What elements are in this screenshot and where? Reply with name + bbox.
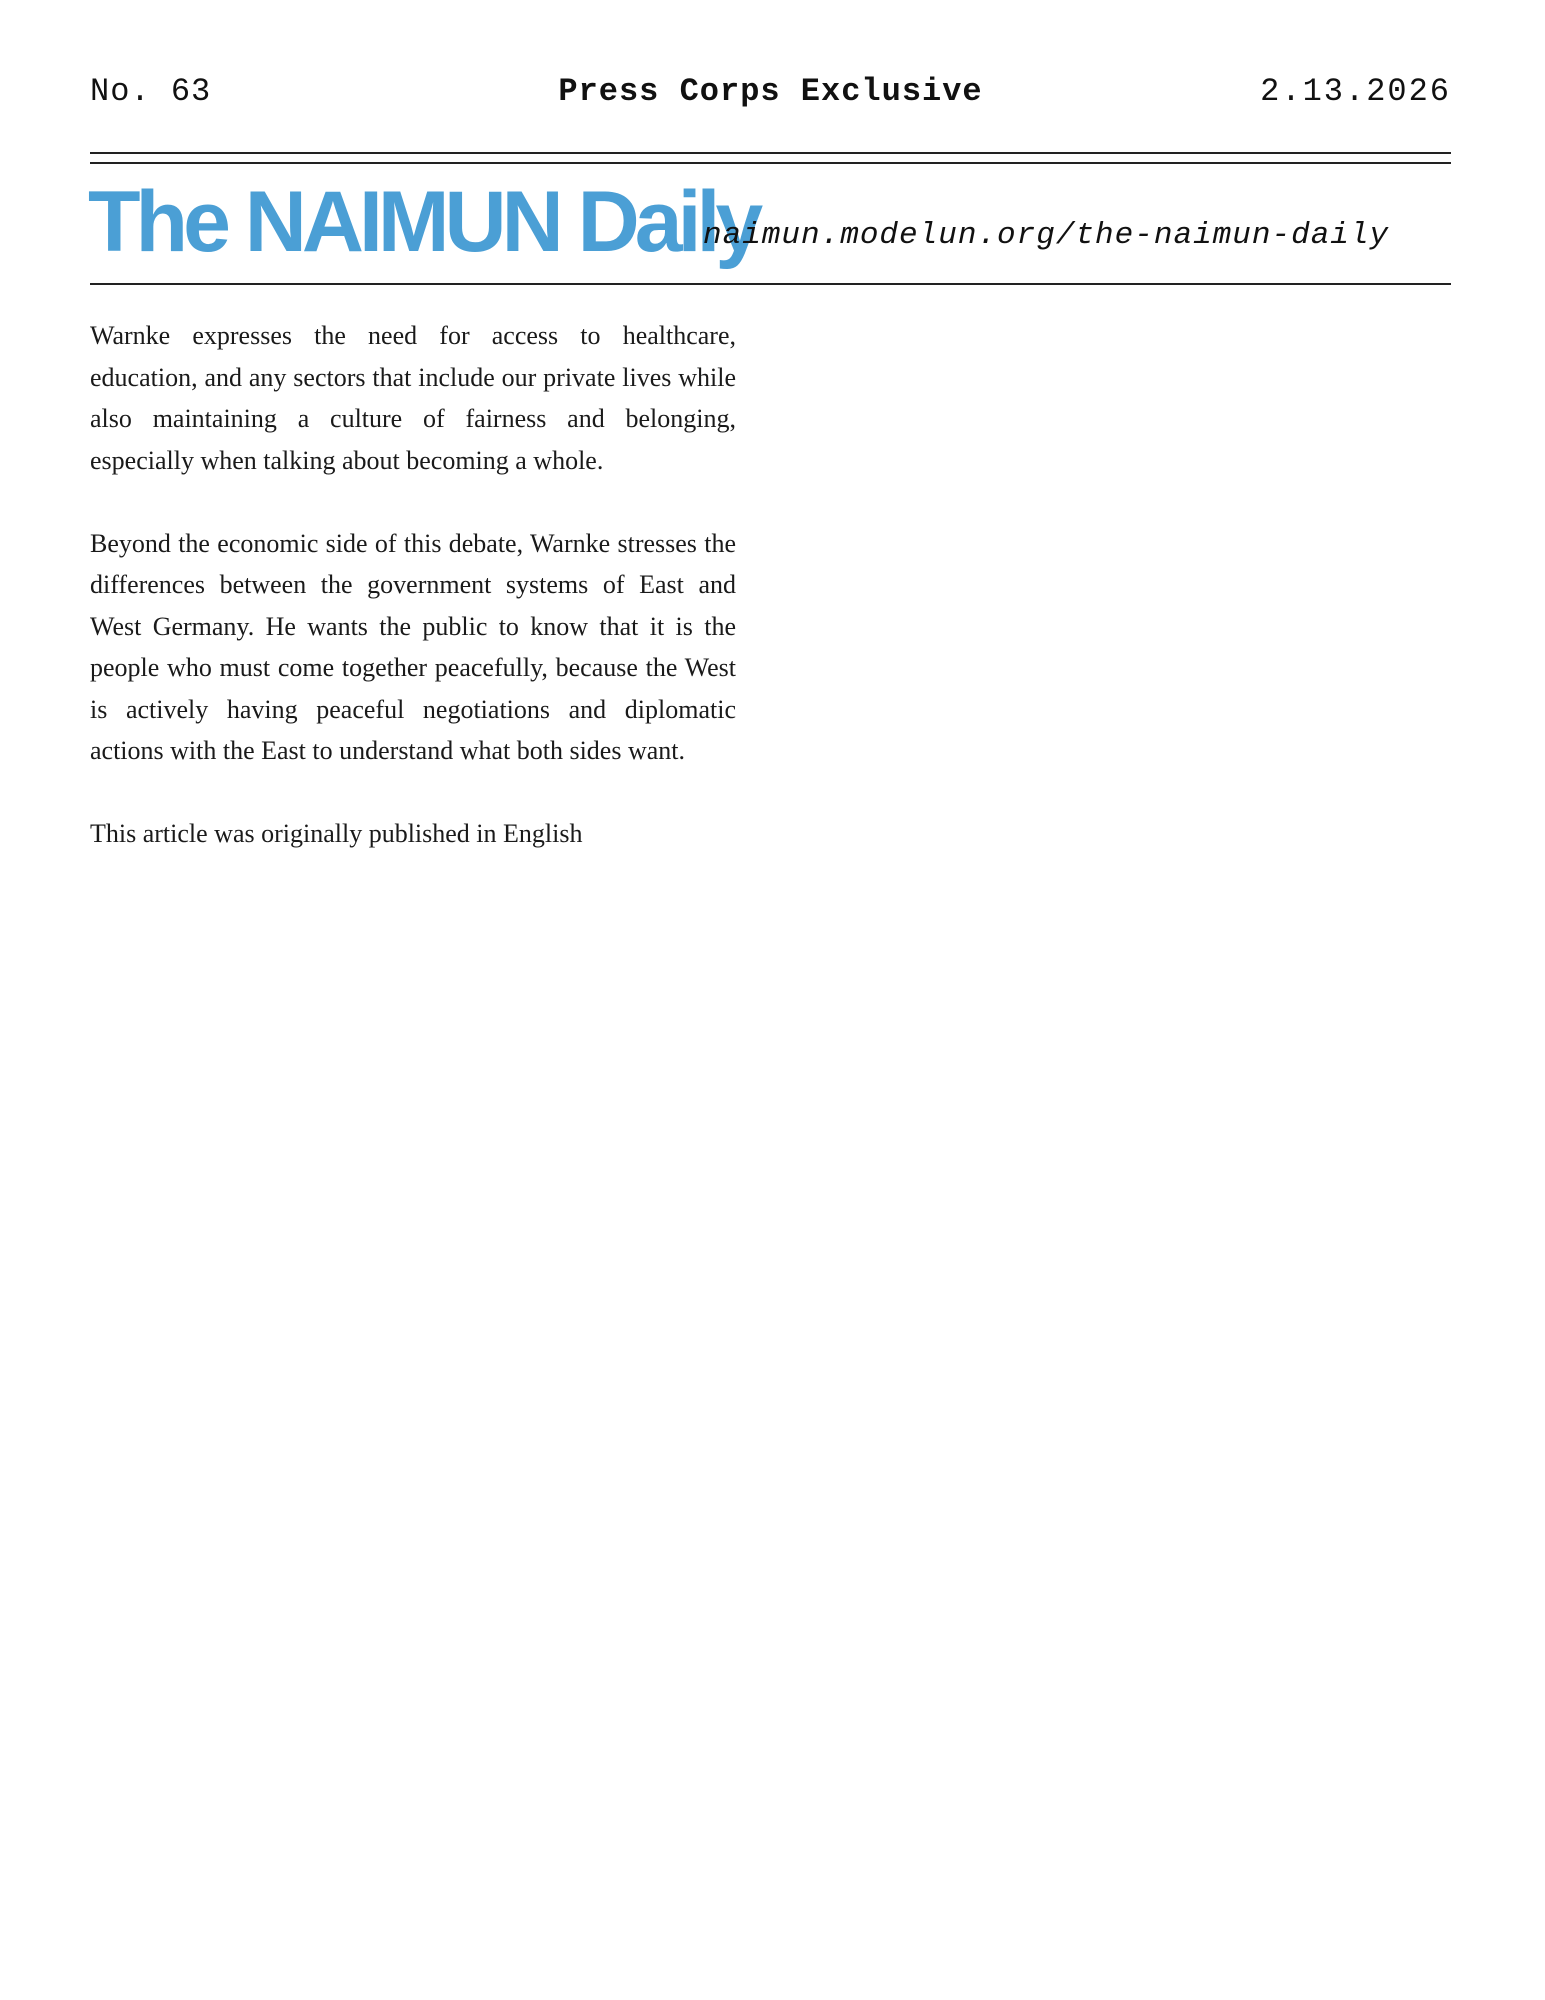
masthead-rule-bottom [90,283,1451,285]
issue-number: No. 63 [90,73,212,110]
header-rule-second [90,162,1451,164]
article-paragraph-2: Beyond the economic side of this debate, Warnke stresses the differences between the government systems of East and West Germany. He wants the public to know that it is the people who must come together peacefully, because the West is actively having peaceful negotiations and diplomatic actions with the East to understand what both sides want. [90,528,736,765]
header-rule-top [90,152,1451,154]
publication-note: This article was originally published in English [90,819,583,848]
section-kicker: Press Corps Exclusive [558,73,983,110]
newspaper-logo-title: The NAIMUN Daily [88,174,759,270]
masthead [88,174,1458,273]
website-url[interactable]: naimun.modelun.org/the-naimun-daily [703,218,1390,253]
issue-header-bar [90,70,1451,114]
article-paragraph-1: Warnke expresses the need for access to healthcare, education, and any sectors that include our private lives while also maintaining a culture of fairness and belonging, especially when talking about becoming a whole. [90,321,736,475]
issue-date: 2.13.2026 [1260,73,1451,110]
article-column [90,315,736,896]
